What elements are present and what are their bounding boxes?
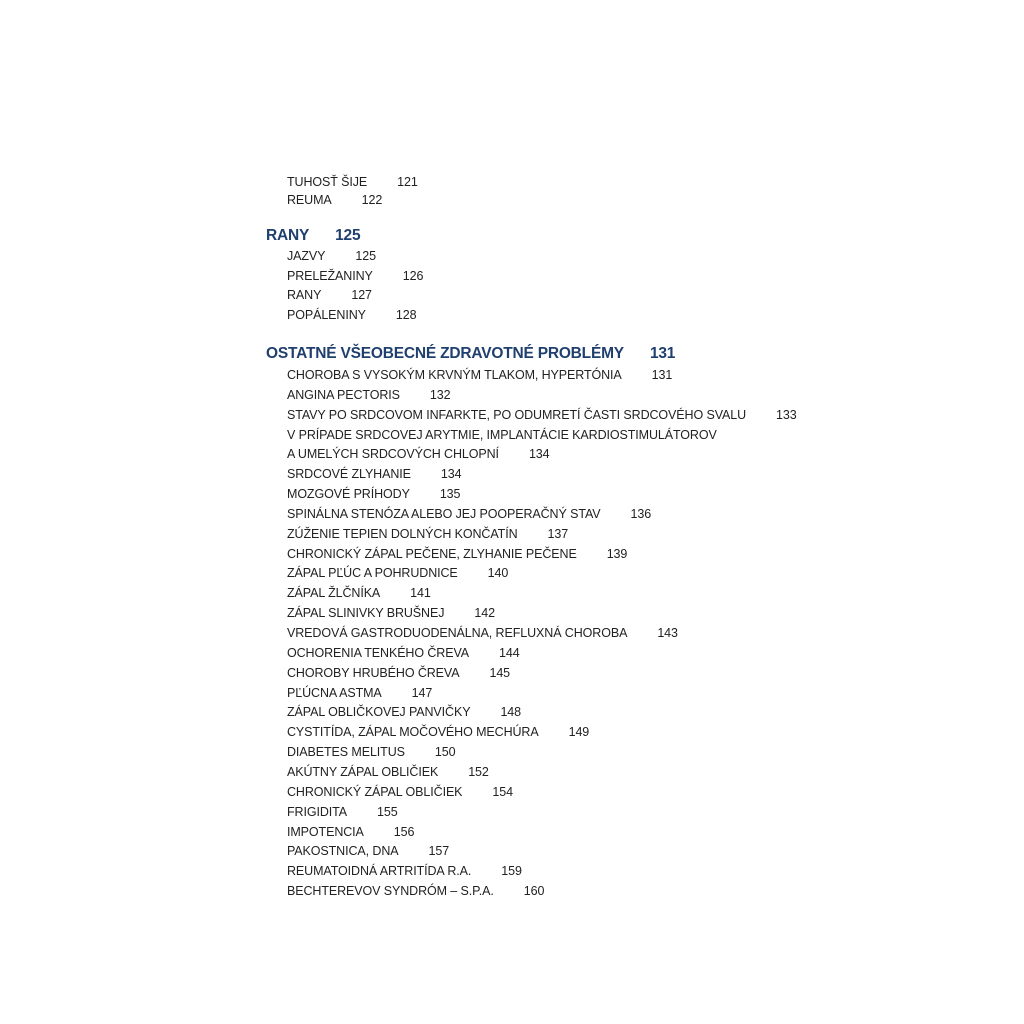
toc-entry-title: SRDCOVÉ ZLYHANIE — [287, 467, 411, 481]
toc-entry — [287, 287, 372, 303]
toc-entry-page: 136 — [630, 507, 652, 521]
toc-entry — [287, 387, 450, 403]
toc-entry — [287, 248, 376, 264]
toc-entry-title: JAZVY — [287, 249, 326, 263]
toc-entry-title: ZÁPAL PĽÚC A POHRUDNICE — [287, 566, 458, 580]
toc-entry-page: 147 — [411, 686, 433, 700]
toc-entry — [287, 446, 550, 462]
toc-entry-title: STAVY PO SRDCOVOM INFARKTE, PO ODUMRETÍ ČASTI SRDCOVÉHO SVALU — [287, 408, 747, 422]
toc-entry-title: ANGINA PECTORIS — [287, 388, 400, 402]
toc-entry — [287, 824, 414, 840]
toc-entry — [287, 764, 489, 780]
section-heading-ostatne — [266, 344, 675, 364]
toc-entry-title: ZÁPAL OBLIČKOVEJ PANVIČKY — [287, 705, 471, 719]
toc-entry — [287, 605, 495, 621]
section-heading-rany — [266, 226, 360, 246]
toc-entry — [287, 585, 431, 601]
toc-entry-page: 159 — [501, 864, 522, 878]
toc-entry — [287, 625, 678, 641]
toc-entry — [287, 784, 513, 800]
toc-entry-title: ZÚŽENIE TEPIEN DOLNÝCH KONČATÍN — [287, 527, 518, 541]
section-page: 131 — [649, 345, 676, 362]
toc-entry — [287, 307, 416, 323]
toc-entry-title: CHOROBY HRUBÉHO ČREVA — [287, 666, 460, 680]
toc-entry-title: AKÚTNY ZÁPAL OBLIČIEK — [287, 765, 439, 779]
toc-entry — [287, 174, 418, 190]
toc-entry-page: 121 — [397, 175, 418, 189]
toc-entry-title: ZÁPAL ŽLČNÍKA — [287, 586, 381, 600]
toc-entry-page: 141 — [410, 586, 431, 600]
toc-entry-title: DIABETES MELITUS — [287, 745, 405, 759]
toc-entry-page: 139 — [606, 547, 628, 561]
toc-entry — [287, 704, 521, 720]
toc-entry-title: BECHTEREVOV SYNDRÓM – S.P.A. — [287, 884, 494, 898]
toc-entry-title: CHOROBA S VYSOKÝM KRVNÝM TLAKOM, HYPERTÓNIA — [287, 368, 622, 382]
toc-entry-page: 154 — [492, 785, 513, 799]
toc-entry-title: SPINÁLNA STENÓZA ALEBO JEJ POOPERAČNÝ STAV — [287, 507, 601, 521]
section-title: RANY — [266, 227, 310, 244]
toc-entry — [287, 843, 449, 859]
toc-entry-page: 156 — [393, 825, 415, 839]
toc-entry-page: 150 — [434, 745, 456, 759]
toc-entry-page: 134 — [528, 447, 550, 461]
toc-entry-page: 142 — [474, 606, 495, 620]
toc-entry-page: 155 — [376, 805, 398, 819]
toc-entry — [287, 744, 455, 760]
toc-entry — [287, 526, 568, 542]
toc-entry-page: 128 — [395, 308, 417, 322]
toc-entry-page: 122 — [361, 193, 383, 207]
toc-entry-title: CHRONICKÝ ZÁPAL PEČENE, ZLYHANIE PEČENE — [287, 547, 577, 561]
toc-entry — [287, 665, 510, 681]
section-title: OSTATNÉ VŠEOBECNÉ ZDRAVOTNÉ PROBLÉMY — [266, 345, 624, 362]
toc-entry — [287, 645, 520, 661]
toc-entry-title: POPÁLENINY — [287, 308, 366, 322]
toc-entry-page: 145 — [489, 666, 511, 680]
toc-entry-title: REUMA — [287, 193, 332, 207]
toc-entry-title: FRIGIDITA — [287, 805, 347, 819]
toc-entry-title: RANY — [287, 288, 322, 302]
toc-entry-title: TUHOSŤ ŠIJE — [287, 175, 368, 189]
toc-entry-title: PRELEŽANINY — [287, 269, 373, 283]
toc-entry-title: IMPOTENCIA — [287, 825, 364, 839]
toc-entry — [287, 546, 627, 562]
toc-entry-page: 140 — [487, 566, 509, 580]
toc-entry-page: 157 — [428, 844, 450, 858]
toc-entry-title: PĽÚCNA ASTMA — [287, 686, 382, 700]
toc-entry — [287, 427, 717, 443]
toc-entry — [287, 466, 461, 482]
toc-entry-page: 126 — [402, 269, 424, 283]
section-page: 125 — [335, 227, 361, 244]
toc-entry — [287, 804, 398, 820]
toc-entry — [287, 486, 460, 502]
toc-entry-page: 143 — [657, 626, 678, 640]
toc-entry-title: V PRÍPADE SRDCOVEJ ARYTMIE, IMPLANTÁCIE KARDIOSTIMULÁTOROV — [287, 428, 717, 442]
toc-entry-page: 137 — [547, 527, 569, 541]
toc-entry — [287, 268, 423, 284]
toc-entry-page: 144 — [499, 646, 520, 660]
toc-entry-page: 132 — [429, 388, 451, 402]
toc-entry-page: 133 — [776, 408, 797, 422]
toc-entry-page: 127 — [351, 288, 372, 302]
toc-entry-title: OCHORENIA TENKÉHO ČREVA — [287, 646, 469, 660]
toc-entry-page: 152 — [468, 765, 489, 779]
toc-entry-title: PAKOSTNICA, DNA — [287, 844, 399, 858]
toc-entry — [287, 565, 508, 581]
toc-entry-title: VREDOVÁ GASTRODUODENÁLNA, REFLUXNÁ CHOROBA — [287, 626, 628, 640]
toc-entry — [287, 367, 672, 383]
toc-entry — [287, 863, 522, 879]
toc-entry-page: 134 — [440, 467, 462, 481]
toc-entry — [287, 685, 432, 701]
toc-entry-title: MOZGOVÉ PRÍHODY — [287, 487, 410, 501]
toc-entry-title: CHRONICKÝ ZÁPAL OBLIČIEK — [287, 785, 463, 799]
toc-entry — [287, 724, 589, 740]
toc-entry — [287, 192, 382, 208]
toc-entry-page: 135 — [439, 487, 461, 501]
toc-entry-title: A UMELÝCH SRDCOVÝCH CHLOPNÍ — [287, 447, 499, 461]
toc-entry-page: 125 — [355, 249, 376, 263]
toc-entry-page: 131 — [651, 368, 673, 382]
toc-entry-title: ZÁPAL SLINIVKY BRUŠNEJ — [287, 606, 445, 620]
toc-entry-page: 148 — [500, 705, 522, 719]
toc-entry — [287, 883, 544, 899]
toc-entry — [287, 506, 651, 522]
toc-entry-page: 160 — [523, 884, 545, 898]
toc-entry-title: CYSTITÍDA, ZÁPAL MOČOVÉHO MECHÚRA — [287, 725, 539, 739]
toc-entry-page: 149 — [568, 725, 590, 739]
toc-entry — [287, 407, 797, 423]
toc-entry-title: REUMATOIDNÁ ARTRITÍDA R.A. — [287, 864, 472, 878]
